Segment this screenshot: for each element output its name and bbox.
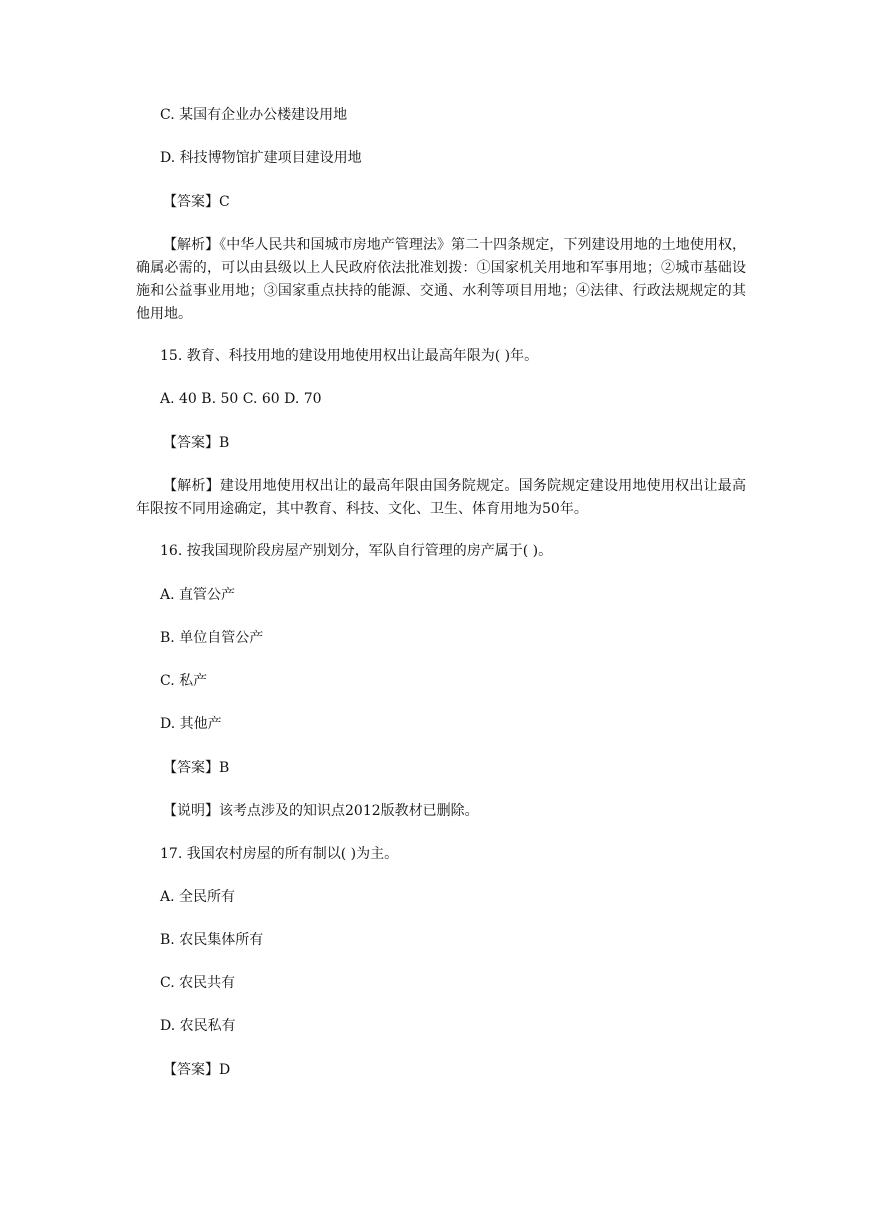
q14-explanation: 【解析】《中华人民共和国城市房地产管理法》第二十四条规定，下列建设用地的土地使用权，确属必需的，可以由县级以上人民政府依法批准划拨：①国家机关用地和军事用地；②城市基础设施和公益事业用地；③国家重点扶持的能源、交通、水利等项目用地；④法律、行政法规规定的其他用地。	[136, 237, 746, 322]
q16-option-a: A. 直管公产	[160, 587, 236, 603]
q16-note: 【说明】该考点涉及的知识点2012版教材已删除。	[163, 803, 479, 819]
q15-explanation: 【解析】建设用地使用权出让的最高年限由国务院规定。国务院规定建设用地使用权出让最高年限按不同用途确定，其中教育、科技、文化、卫生、体育用地为50年。	[136, 478, 746, 517]
q14-option-d: D. 科技博物馆扩建项目建设用地	[160, 150, 362, 166]
q16-option-d: D. 其他产	[160, 716, 222, 732]
q17-option-c: C. 农民共有	[160, 975, 236, 991]
q17-option-b: B. 农民集体所有	[160, 932, 264, 948]
q15-answer: 【答案】B	[163, 435, 230, 451]
q17-answer: 【答案】D	[163, 1062, 231, 1078]
q14-answer: 【答案】C	[163, 194, 230, 210]
q17-question: 17. 我国农村房屋的所有制以( )为主。	[160, 846, 399, 862]
q16-option-c: C. 私产	[160, 673, 208, 689]
q16-answer: 【答案】B	[163, 760, 230, 776]
q14-option-c: C. 某国有企业办公楼建设用地	[160, 107, 348, 123]
q16-question: 16. 按我国现阶段房屋产别划分，军队自行管理的房产属于( )。	[160, 543, 553, 559]
q15-question: 15. 教育、科技用地的建设用地使用权出让最高年限为( )年。	[160, 348, 539, 364]
q17-option-d: D. 农民私有	[160, 1018, 236, 1034]
q17-option-a: A. 全民所有	[160, 889, 236, 905]
q15-options: A. 40 B. 50 C. 60 D. 70	[160, 391, 322, 407]
q16-option-b: B. 单位自管公产	[160, 630, 264, 646]
